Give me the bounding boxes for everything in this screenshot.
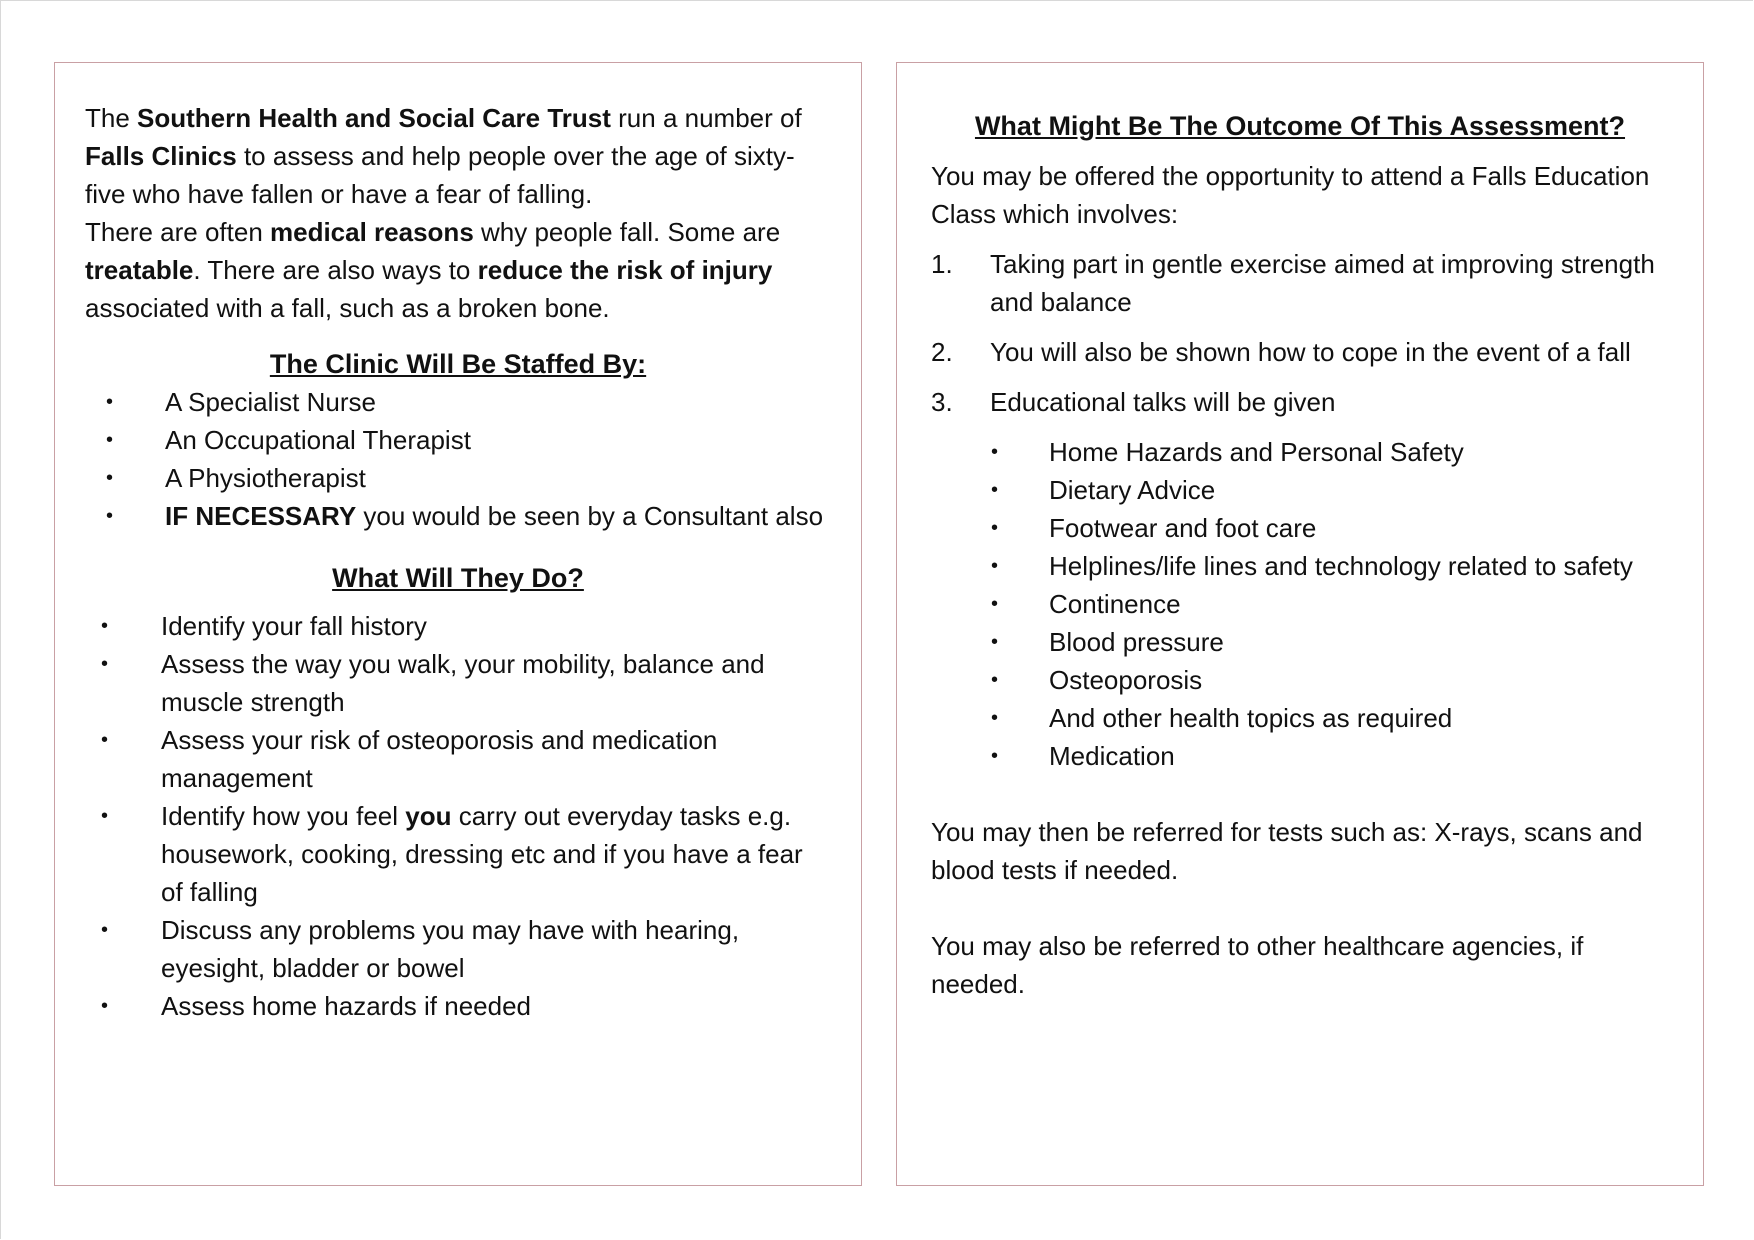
bullet-icon: • [106, 505, 114, 527]
list-item [931, 585, 1669, 623]
list-item [85, 645, 831, 721]
agencies-paragraph: You may also be referred to other healthcare agencies, if needed. [931, 931, 1584, 999]
bullet-icon: • [991, 669, 999, 691]
list-item [85, 797, 831, 911]
trust-name: Southern Health and Social Care Trust [137, 103, 611, 133]
reasons-text: why people fall. Some are [473, 217, 781, 247]
medical-reasons-label: medical reasons [270, 217, 474, 247]
topic-osteoporosis: Osteoporosis [1049, 665, 1203, 695]
list-item [85, 987, 831, 1025]
bullet-icon: • [101, 729, 109, 751]
item-cope: You will also be shown how to cope in the event of a fall [990, 337, 1631, 367]
task-everyday-text: Identify how you feel [161, 801, 406, 831]
topic-medication: Medication [1049, 741, 1175, 771]
item-number: 1. [931, 249, 953, 279]
bullet-icon: • [991, 555, 999, 577]
bullet-icon: • [101, 615, 109, 637]
intro-paragraph [85, 99, 831, 213]
list-item [85, 383, 831, 421]
list-item [931, 699, 1669, 737]
item-number: 2. [931, 337, 953, 367]
bullet-icon: • [991, 441, 999, 463]
reasons-paragraph [85, 213, 831, 327]
list-item [931, 433, 1669, 471]
list-item [85, 459, 831, 497]
list-item [931, 509, 1669, 547]
bullet-icon: • [101, 805, 109, 827]
falls-clinics-label: Falls Clinics [85, 141, 237, 171]
treatable-label: treatable [85, 255, 194, 285]
bullet-icon: • [991, 479, 999, 501]
task-mobility: Assess the way you walk, your mobility, balance and muscle strength [161, 649, 765, 717]
staff-item-physio: A Physiotherapist [165, 463, 366, 493]
topic-blood-pressure: Blood pressure [1049, 627, 1224, 657]
reduce-risk-label: reduce the risk of injury [477, 255, 773, 285]
numbered-item [931, 245, 1669, 321]
task-home-hazards: Assess home hazards if needed [161, 991, 531, 1021]
left-panel [54, 62, 862, 1186]
list-item [931, 661, 1669, 699]
numbered-item [931, 333, 1669, 371]
right-panel [896, 62, 1704, 1186]
list-item [85, 497, 831, 535]
outcome-intro: You may be offered the opportunity to attend a Falls Education Class which involves: [931, 161, 1650, 229]
bullet-icon: • [991, 707, 999, 729]
bullet-icon: • [101, 653, 109, 675]
bullet-icon: • [106, 391, 114, 413]
task-osteoporosis: Assess your risk of osteoporosis and medication management [161, 725, 718, 793]
what-will-they-do-heading: What Will They Do? [332, 563, 584, 593]
list-item [931, 547, 1669, 585]
staff-item-consultant: you would be seen by a Consultant also [356, 501, 824, 531]
bullet-icon: • [106, 429, 114, 451]
item-number: 3. [931, 387, 953, 417]
numbered-item [931, 383, 1669, 421]
staff-item-nurse: A Specialist Nurse [165, 387, 376, 417]
topic-footwear: Footwear and foot care [1049, 513, 1317, 543]
intro-text: to assess and help people over the age of sixty-five who have fallen or have a fear of falling. [85, 141, 795, 209]
tasks-list [85, 607, 831, 1025]
bullet-icon: • [101, 995, 109, 1017]
class-list [931, 245, 1669, 421]
intro-text: run a number of [610, 103, 802, 133]
item-exercise: Taking part in gentle exercise aimed at improving strength and balance [990, 249, 1655, 317]
list-item [931, 623, 1669, 661]
bullet-icon: • [991, 517, 999, 539]
topic-continence: Continence [1049, 589, 1181, 619]
list-item [85, 421, 831, 459]
staff-item-ot: An Occupational Therapist [165, 425, 471, 455]
bullet-icon: • [991, 631, 999, 653]
task-senses: Discuss any problems you may have with hearing, eyesight, bladder or bowel [161, 915, 740, 983]
topics-list [931, 433, 1669, 775]
list-item [85, 607, 831, 645]
list-item [931, 471, 1669, 509]
topic-helplines: Helplines/life lines and technology related to safety [1049, 551, 1633, 581]
outcome-heading: What Might Be The Outcome Of This Assessment? [974, 111, 1626, 141]
staffed-by-heading: The Clinic Will Be Staffed By: [269, 349, 647, 379]
reasons-text: There are often [85, 217, 270, 247]
bullet-icon: • [991, 745, 999, 767]
list-item [85, 911, 831, 987]
reasons-text: . There are also ways to [193, 255, 478, 285]
topic-home-hazards: Home Hazards and Personal Safety [1049, 437, 1464, 467]
list-item [931, 737, 1669, 775]
reasons-text: associated with a fall, such as a broken bone. [85, 293, 610, 323]
task-everyday-emphasis: you [405, 801, 452, 831]
topic-dietary: Dietary Advice [1049, 475, 1216, 505]
tests-paragraph: You may then be referred for tests such as: X-rays, scans and blood tests if needed. [931, 817, 1643, 885]
bullet-icon: • [106, 467, 114, 489]
item-talks: Educational talks will be given [990, 387, 1336, 417]
bullet-icon: • [101, 919, 109, 941]
task-fall-history: Identify your fall history [161, 611, 427, 641]
intro-text: The [85, 103, 138, 133]
task-everyday-text: carry out everyday tasks e.g. housework, cooking, dressing etc and if you have a fear of falling [161, 801, 803, 907]
bullet-icon: • [991, 593, 999, 615]
if-necessary-label: IF NECESSARY [165, 501, 357, 531]
topic-other: And other health topics as required [1049, 703, 1453, 733]
staff-list [85, 383, 831, 535]
list-item [85, 721, 831, 797]
